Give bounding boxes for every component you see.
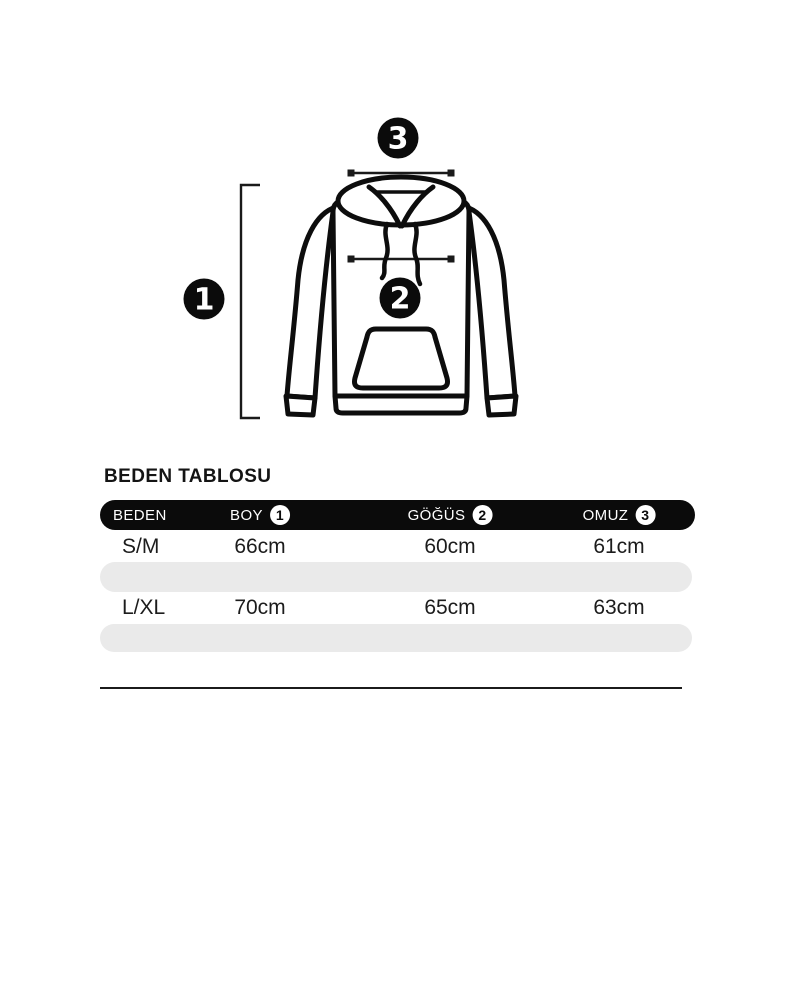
row-sm-size: S/M (122, 535, 160, 558)
column-header-gogus (408, 500, 493, 530)
table-stripe (100, 624, 692, 652)
hoodie-hood (338, 177, 464, 225)
column-header-beden: BEDEN (113, 506, 167, 524)
table-row-sm (100, 533, 695, 561)
column-header-boy-badge: 1 (270, 505, 290, 525)
column-header-boy (230, 500, 290, 530)
table-row-lxl (100, 594, 695, 622)
bottom-divider-line (100, 687, 682, 689)
measure-badge-1-label: 1 (193, 282, 215, 318)
row-lxl-omuz: 63cm (593, 596, 645, 619)
column-header-gogus-badge: 2 (472, 505, 492, 525)
measure-badge-2-label: 2 (389, 281, 411, 317)
size-chart-header-row (100, 500, 695, 530)
hoodie-left-sleeve (287, 207, 336, 398)
column-header-omuz-badge: 3 (635, 505, 655, 525)
row-lxl-size: L/XL (122, 596, 166, 619)
hoodie-right-sleeve (466, 207, 515, 398)
measure-badge-3-label: 3 (387, 121, 409, 157)
measure-badge-3 (378, 118, 419, 159)
measure-badge-2 (380, 278, 421, 319)
column-header-omuz (583, 500, 656, 530)
row-sm-omuz: 61cm (593, 535, 645, 558)
hoodie-left-cuff (286, 396, 315, 415)
row-sm-gogus: 60cm (424, 535, 476, 558)
length-measure-bracket (241, 185, 260, 418)
hoodie-hem-band (335, 396, 467, 413)
column-header-boy-label: BOY (230, 506, 263, 524)
hoodie-kangaroo-pocket (354, 329, 447, 388)
hoodie-measurement-diagram (170, 100, 630, 450)
table-stripe (100, 562, 692, 592)
row-lxl-gogus: 65cm (424, 596, 476, 619)
row-sm-boy: 66cm (234, 535, 286, 558)
measure-badge-1 (184, 279, 225, 320)
hoodie-right-cuff (487, 396, 516, 415)
column-header-gogus-label: GÖĞÜS (407, 506, 466, 524)
row-lxl-boy: 70cm (234, 596, 286, 619)
size-chart-title: BEDEN TABLOSU (104, 466, 272, 487)
column-header-omuz-label: OMUZ (582, 506, 629, 524)
